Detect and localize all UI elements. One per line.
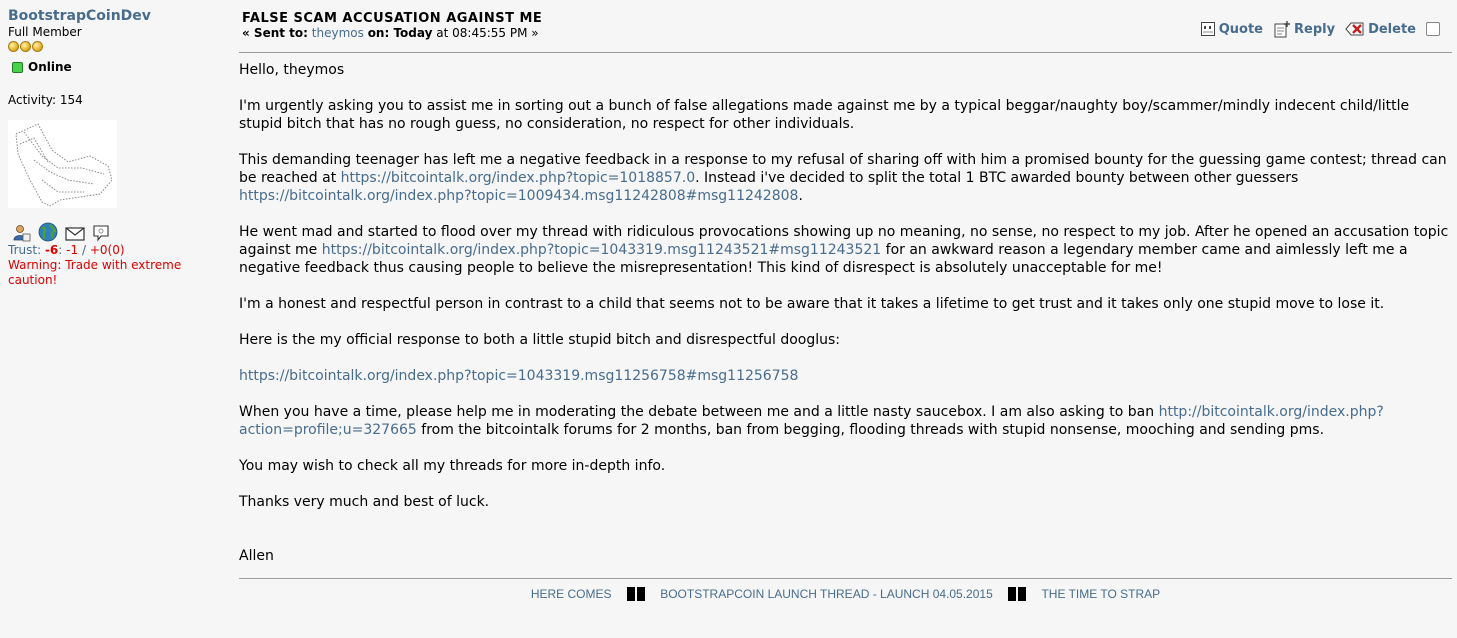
trust-positive: +0(0) [89,243,125,257]
post-paragraph [239,367,1452,385]
thread-link[interactable]: https://bitcointalk.org/index.php?topic=1043319.msg11256758#msg11256758 [239,368,799,384]
poster-name[interactable]: BootstrapCoinDev [8,8,151,24]
signature-divider [239,578,1452,579]
message-actions [1190,20,1440,38]
post-paragraph [239,151,1452,205]
post-paragraph: Here is the my official response to both a little stupid bitch and disrespectful dooglus: [239,332,841,348]
quote-icon [1200,21,1216,37]
trust-label: Trust: [8,243,42,257]
recipient-link[interactable]: theymos [311,26,364,40]
online-dot-icon [12,62,23,73]
signature-block-icon [627,587,645,601]
avatar-boot-icon [8,120,117,208]
avatar [8,120,117,208]
sent-time: at 08:45:55 PM » [436,26,539,40]
rank-coin-icon [32,41,43,52]
trust-separator: : [58,243,63,257]
poster-rank: Full Member [8,25,82,39]
trust-slash: / [81,243,86,257]
quote-button[interactable] [1200,21,1263,37]
post-paragraph: You may wish to check all my threads for more in-depth info. [239,458,666,474]
profile-link[interactable]: http://bitcointalk.org/index.php?action=profile;u=327665 [239,404,1384,438]
delete-icon [1345,20,1365,38]
trust-score[interactable] [8,243,208,258]
signature[interactable] [239,586,1452,601]
reply-icon [1273,20,1291,38]
signature-block-icon [1008,587,1026,601]
reply-label: Reply [1294,21,1336,37]
trust-warning: Warning: Trade with extreme caution! [8,258,182,287]
thread-link[interactable]: https://bitcointalk.org/index.php?topic=1043319.msg11243521#msg11243521 [321,242,882,258]
sent-on: on: Today [367,26,433,40]
post-text: from the bitcointalk forums for 2 months, ban from begging, flooding threads with stupid nonsense, mooching and sending pms. [416,422,1325,438]
delete-label: Delete [1368,21,1416,37]
message [239,11,1452,601]
poster-info [8,8,208,288]
sent-prefix: « Sent to: [242,26,308,40]
header-divider [239,52,1452,53]
post-body [239,61,1452,583]
post-text: This demanding teenager has left me a negative feedback in a response to my refusal of sharing off with him a promised bounty for the guessing game contest; thread can be reached at [239,152,1447,186]
profile-icon[interactable] [13,224,31,242]
post-paragraph [239,403,1452,439]
rank-coin-icon [20,41,31,52]
post-paragraph: I'm urgently asking you to assist me in sorting out a bunch of false allegations made against me by a typical beggar/naughty boy/scammer/mindly indecent child/little stupid bitch that has no rough guess, no consideration, no respect for other individuals. [239,98,1410,132]
rank-stars [8,41,208,52]
online-label: Online [28,60,72,74]
activity-count: Activity: 154 [8,93,83,107]
post-text: When you have a time, please help me in moderating the debate between me and a little nasty saucebox. I am also asking to ban [239,404,1159,420]
post-text: . Instead i've decided to split the total 1 BTC awarded bounty between other guessers [695,170,1299,186]
website-globe-icon[interactable] [38,222,58,242]
pm-bubble-icon[interactable] [92,224,110,242]
post-signoff: Allen [239,548,274,564]
reply-button[interactable] [1273,20,1335,38]
send-message-icon[interactable] [65,226,85,242]
delete-button[interactable] [1345,20,1416,38]
post-paragraph: Thanks very much and best of luck. [239,494,490,510]
rank-coin-icon [8,41,19,52]
post-greeting: Hello, theymos [239,62,345,78]
post-text: . [798,188,803,204]
trust-negative-recent: -1 [66,243,79,257]
thread-link[interactable]: https://bitcointalk.org/index.php?topic=1018857.0 [340,170,696,186]
signature-text[interactable]: HERE COMES [530,586,612,601]
online-status [8,60,208,74]
message-subject: FALSE SCAM ACCUSATION AGAINST ME [242,11,543,26]
select-message-checkbox[interactable] [1426,22,1440,36]
post-text: for an awkward reason a legendary member came and aimlessly left me a negative feedback thus causing people to believe the misrepresentation! This kind of disrespect is absolutely unacceptable for me! [239,242,1408,276]
post-paragraph: I'm a honest and respectful person in contrast to a child that seems not to be aware that it takes a lifetime to get trust and it takes only one stupid move to lose it. [239,296,1385,312]
quote-label: Quote [1218,21,1263,37]
post-paragraph [239,223,1452,277]
signature-text[interactable]: BOOTSTRAPCOIN LAUNCH THREAD - LAUNCH 04.05.2015 [660,586,993,601]
trust-negative: -6 [44,243,59,257]
signature-text[interactable]: THE TIME TO STRAP [1041,586,1161,601]
post-text: He went mad and started to flood over my thread with ridiculous provocations showing up no meaning, no sense, no respect to my job. After he opened an accusation topic against me [239,224,1449,258]
profile-icons [13,222,208,242]
thread-link[interactable]: https://bitcointalk.org/index.php?topic=1009434.msg11242808#msg11242808 [239,188,799,204]
